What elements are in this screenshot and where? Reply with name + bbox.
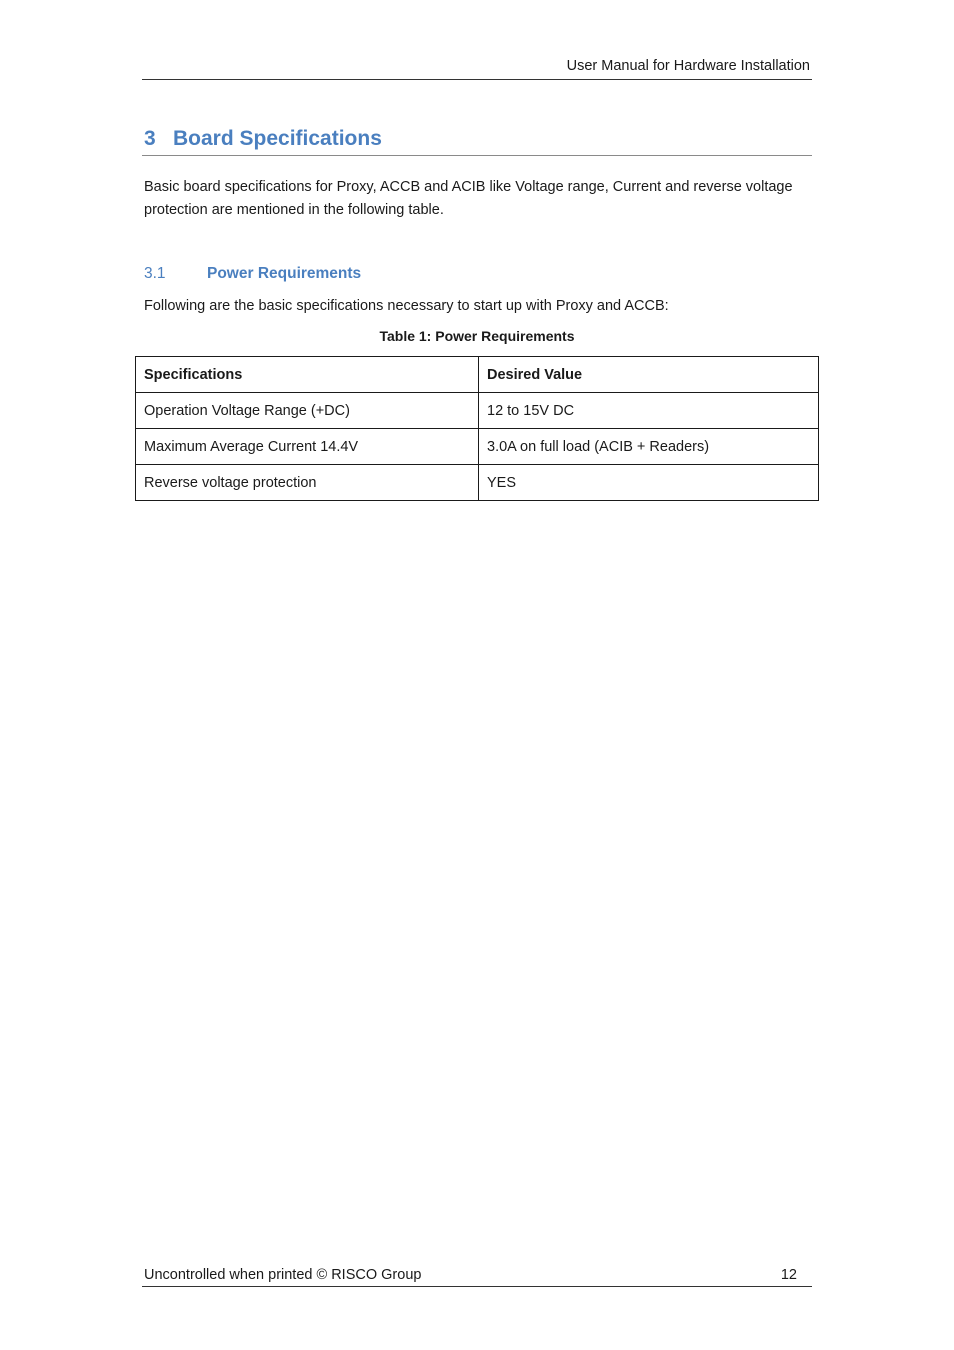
section-heading	[142, 124, 812, 156]
page-number: 12	[780, 1267, 797, 1283]
footer-text: Uncontrolled when printed © RISCO Group	[144, 1267, 422, 1283]
table-cell-specification: Reverse voltage protection	[136, 465, 479, 501]
subsection-title: Power Requirements	[207, 265, 362, 282]
section-number: 3	[144, 127, 156, 150]
table-cell-value: 3.0A on full load (ACIB + Readers)	[479, 429, 819, 465]
page-header	[142, 56, 812, 80]
page-footer	[142, 1265, 812, 1287]
section-title: Board Specifications	[173, 127, 382, 150]
column-header-desired-value: Desired Value	[479, 357, 819, 393]
subsection-heading	[144, 263, 361, 285]
table-cell-value: 12 to 15V DC	[479, 393, 819, 429]
section-intro: Basic board specifications for Proxy, ACCB and ACIB like Voltage range, Current and reverse voltage protection are mentioned in the following table.	[144, 179, 793, 218]
subsection-lead: Following are the basic specifications necessary to start up with Proxy and ACCB:	[144, 298, 669, 314]
table-caption: Table 1: Power Requirements	[379, 328, 575, 344]
power-requirements-table	[135, 356, 819, 501]
table-row	[136, 429, 819, 465]
table-header-row	[136, 357, 819, 393]
table-cell-value: YES	[479, 465, 819, 501]
table-row	[136, 465, 819, 501]
table-cell-specification: Maximum Average Current 14.4V	[136, 429, 479, 465]
column-header-specifications: Specifications	[136, 357, 479, 393]
table-row	[136, 393, 819, 429]
header-title: User Manual for Hardware Installation	[566, 58, 810, 74]
table-cell-specification: Operation Voltage Range (+DC)	[136, 393, 479, 429]
subsection-number: 3.1	[144, 265, 166, 282]
